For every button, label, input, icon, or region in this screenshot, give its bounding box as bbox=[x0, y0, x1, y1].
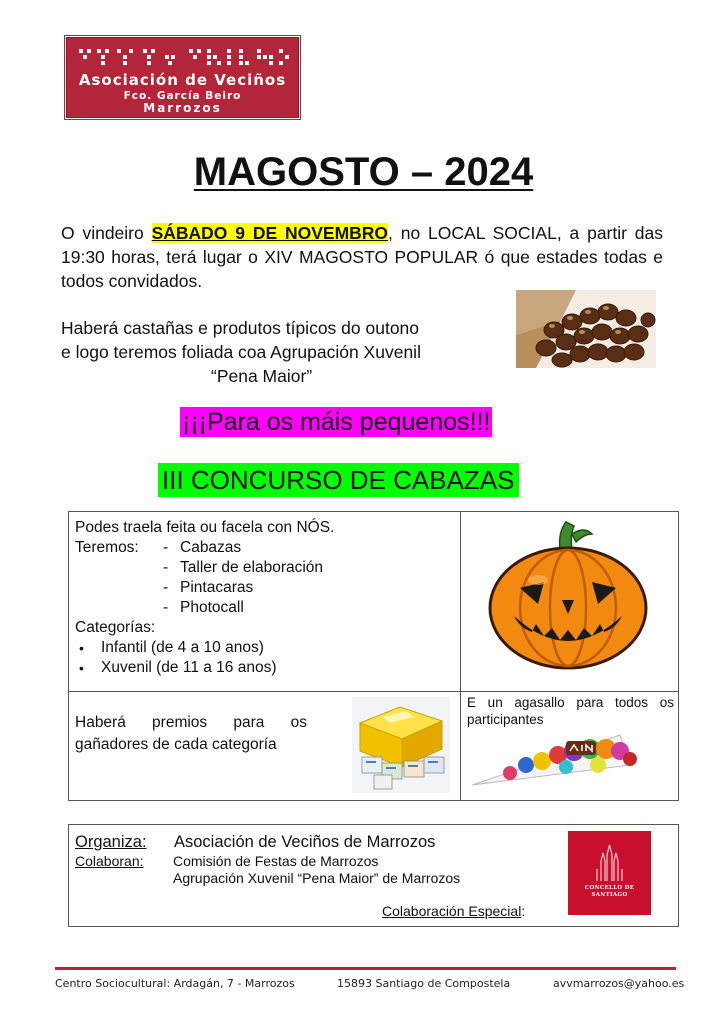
candy-cone-image bbox=[470, 725, 640, 790]
organiza-label: Organiza: bbox=[75, 833, 147, 851]
contest-intro: Podes traela feita ou facela con NÓS. bbox=[75, 519, 335, 536]
bullet-0: • bbox=[79, 640, 84, 656]
table-divider-vertical bbox=[460, 511, 461, 801]
category-0: Infantil (de 4 a 10 anos) bbox=[101, 639, 264, 656]
gift-text: E un agasallo para todos os participantes bbox=[467, 695, 674, 727]
teremos-item-1: Taller de elaboración bbox=[180, 559, 324, 576]
event-date-highlight: SÁBADO 9 DE NOVEMBRO bbox=[151, 223, 389, 243]
intro-after: , no LOCAL SOCIAL, a partir das 19:30 horas, terá lugar o XIV MAGOSTO POPULAR ó que estades todas e todos convidados. bbox=[61, 223, 664, 291]
logo-line-1: Asociación de Veciños bbox=[78, 71, 287, 89]
page-title: MAGOSTO – 2024 bbox=[193, 150, 534, 194]
table-divider-horizontal bbox=[68, 691, 679, 692]
prize-box-image bbox=[352, 697, 450, 793]
categories-label: Categorías: bbox=[75, 619, 156, 636]
dash-0: - bbox=[163, 539, 169, 556]
prizes-line-1: Haberá premios para os bbox=[75, 714, 307, 731]
footer-address: Centro Sociocultural: Ardagán, 7 - Marrozos bbox=[55, 977, 295, 990]
dash-3: - bbox=[163, 599, 169, 616]
cathedral-icon bbox=[568, 831, 651, 915]
food-line-2: e logo teremos foliada coa Agrupación Xuvenil bbox=[61, 342, 421, 362]
concello-line-1: CONCELLO DE bbox=[584, 885, 635, 891]
footer-email[interactable]: avvmarrozos@yahoo.es bbox=[553, 977, 685, 990]
footer-divider bbox=[55, 967, 676, 970]
intro-paragraph bbox=[61, 221, 663, 293]
logo-pixel-pattern bbox=[77, 47, 290, 69]
colaboran-label: Colaboran: bbox=[75, 853, 144, 869]
concello-santiago-logo bbox=[568, 831, 651, 915]
contest-banner: III CONCURSO DE CABAZAS bbox=[158, 463, 519, 497]
dash-1: - bbox=[163, 559, 169, 576]
colaboran-value-1: Comisión de Festas de Marrozos bbox=[173, 853, 379, 869]
dash-2: - bbox=[163, 579, 169, 596]
special-collaboration-label: Colaboración Especial bbox=[382, 903, 522, 919]
teremos-label: Teremos: bbox=[75, 539, 139, 556]
pumpkin-image bbox=[488, 520, 648, 670]
food-line-3: “Pena Maior” bbox=[211, 366, 313, 386]
intro-before: O vindeiro bbox=[61, 223, 152, 243]
teremos-item-2: Pintacaras bbox=[180, 579, 254, 596]
concello-line-2: SANTIAGO bbox=[591, 892, 628, 898]
special-collaboration bbox=[382, 903, 525, 919]
food-line-1: Haberá castañas e produtos típicos do outono bbox=[61, 318, 420, 338]
prizes-line-2: gañadores de cada categoría bbox=[75, 736, 277, 753]
organiza-label-wrap bbox=[75, 833, 147, 852]
bullet-1: • bbox=[79, 660, 84, 676]
special-collaboration-colon: : bbox=[521, 903, 526, 919]
organiza-value: Asociación de Veciños de Marrozos bbox=[174, 833, 436, 851]
teremos-item-0: Cabazas bbox=[180, 539, 242, 556]
category-1: Xuvenil (de 11 a 16 anos) bbox=[101, 659, 277, 676]
association-logo bbox=[66, 37, 299, 118]
contest-details-cell bbox=[75, 518, 455, 678]
teremos-item-3: Photocall bbox=[180, 599, 244, 616]
colaboran-value-2: Agrupación Xuvenil “Pena Maior” de Marrozos bbox=[173, 870, 461, 886]
chestnuts-image bbox=[516, 290, 656, 368]
prizes-text bbox=[75, 712, 307, 756]
kids-banner: ¡¡¡Para os máis pequenos!!! bbox=[182, 408, 491, 436]
food-paragraph bbox=[61, 316, 491, 388]
logo-line-2: Fco. García Beiro bbox=[123, 90, 242, 102]
logo-line-3: Marrozos bbox=[143, 101, 222, 115]
footer-city: 15893 Santiago de Compostela bbox=[337, 977, 511, 990]
